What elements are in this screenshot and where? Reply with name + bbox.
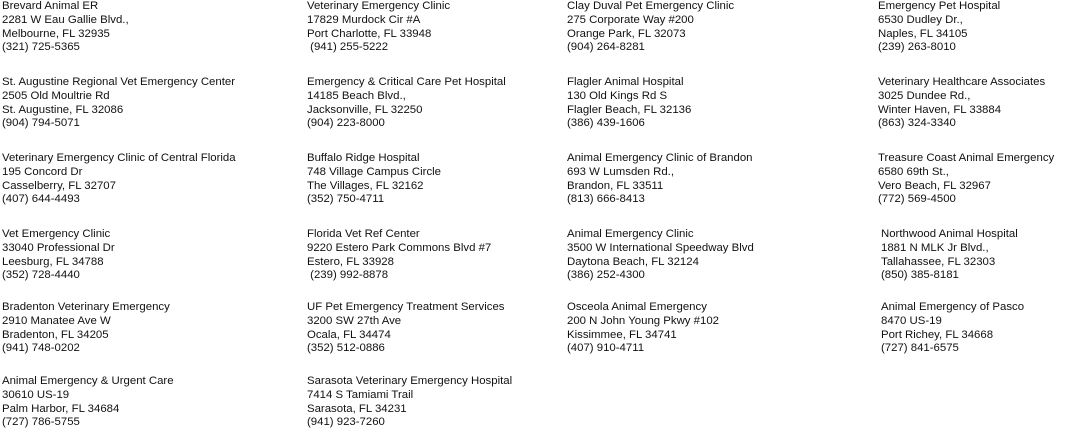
clinic-city: St. Augustine, FL 32086 [2, 103, 124, 116]
clinic-street: 3500 W International Speedway Blvd [567, 241, 754, 254]
clinic-phone: (407) 644-4493 [2, 193, 80, 206]
clinic-name: Treasure Coast Animal Emergency [878, 152, 1055, 164]
clinic-name: Flagler Animal Hospital [567, 76, 684, 88]
clinic-listing [2, 0, 129, 55]
clinic-phone: (772) 569-4500 [878, 193, 956, 206]
clinic-name: Brevard Animal ER [2, 0, 99, 12]
clinic-phone: (727) 841-6575 [881, 342, 959, 355]
clinic-city: The Villages, FL 32162 [307, 179, 424, 192]
clinic-phone: (239) 263-8010 [878, 41, 956, 54]
clinic-phone: (904) 264-8281 [567, 41, 645, 54]
clinic-phone: (941) 255-5222 [307, 41, 389, 54]
clinic-street: 6580 69th St., [878, 165, 949, 178]
clinic-name: Animal Emergency Clinic [567, 228, 694, 240]
clinic-listing [567, 228, 754, 283]
clinic-name: Animal Emergency Clinic of Brandon [567, 152, 753, 164]
clinic-street: 30610 US-19 [2, 388, 70, 401]
clinic-street: 748 Village Campus Circle [307, 165, 442, 178]
clinic-city: Brandon, FL 33511 [567, 179, 664, 192]
clinic-street: 2505 Old Moultrie Rd [2, 89, 110, 102]
clinic-phone: (239) 992-8878 [307, 269, 389, 282]
clinic-name: Animal Emergency & Urgent Care [2, 375, 174, 387]
clinic-listing [2, 228, 115, 283]
clinic-listing [2, 76, 235, 131]
clinic-name: Florida Vet Ref Center [307, 228, 420, 240]
clinic-name: UF Pet Emergency Treatment Services [307, 301, 505, 313]
clinic-phone: (941) 923-7260 [307, 416, 385, 429]
clinic-street: 130 Old Kings Rd S [567, 89, 668, 102]
clinic-listing [881, 228, 1018, 283]
clinic-name: St. Augustine Regional Vet Emergency Center [2, 76, 236, 88]
clinic-listing [2, 301, 170, 356]
clinic-street: 1881 N MLK Jr Blvd., [881, 241, 989, 254]
clinic-street: 2910 Manatee Ave W [2, 314, 111, 327]
clinic-phone: (904) 223-8000 [307, 117, 385, 130]
clinic-phone: (863) 324-3340 [878, 117, 956, 130]
clinic-phone: (352) 750-4711 [307, 193, 385, 206]
clinic-name: Sarasota Veterinary Emergency Hospital [307, 375, 513, 387]
clinic-city: Kissimmee, FL 34741 [567, 328, 677, 341]
clinic-listing [307, 301, 505, 356]
clinic-listing [307, 76, 506, 131]
clinic-city: Ocala, FL 34474 [307, 328, 391, 341]
clinic-name: Veterinary Emergency Clinic of Central Florida [2, 152, 236, 164]
clinic-listing [881, 301, 1024, 356]
clinic-listing [307, 0, 450, 55]
clinic-city: Orange Park, FL 32073 [567, 27, 686, 40]
clinic-listing [878, 0, 1000, 55]
clinic-city: Leesburg, FL 34788 [2, 255, 104, 268]
clinic-listing [307, 228, 491, 283]
clinic-street: 3025 Dundee Rd., [878, 89, 971, 102]
clinic-street: 2281 W Eau Gallie Blvd., [2, 13, 129, 26]
clinic-listing [2, 152, 236, 207]
clinic-phone: (352) 728-4440 [2, 269, 80, 282]
clinic-listing [567, 301, 719, 356]
clinic-city: Estero, FL 33928 [307, 255, 394, 268]
clinic-name: Animal Emergency of Pasco [881, 301, 1025, 313]
clinic-listing [567, 76, 691, 131]
clinic-phone: (727) 786-5755 [2, 416, 80, 429]
clinic-street: 3200 SW 27th Ave [307, 314, 402, 327]
clinic-name: Veterinary Emergency Clinic [307, 0, 451, 12]
clinic-listing [567, 152, 753, 207]
clinic-street: 693 W Lumsden Rd., [567, 165, 674, 178]
clinic-phone: (407) 910-4711 [567, 342, 645, 355]
clinic-street: 275 Corporate Way #200 [567, 13, 694, 26]
clinic-phone: (813) 666-8413 [567, 193, 645, 206]
clinic-street: 7414 S Tamiami Trail [307, 388, 414, 401]
clinic-name: Buffalo Ridge Hospital [307, 152, 420, 164]
clinic-phone: (321) 725-5365 [2, 41, 80, 54]
clinic-city: Melbourne, FL 32935 [2, 27, 110, 40]
clinic-city: Casselberry, FL 32707 [2, 179, 116, 192]
clinic-phone: (904) 794-5071 [2, 117, 80, 130]
clinic-city: Port Charlotte, FL 33948 [307, 27, 432, 40]
clinic-phone: (850) 385-8181 [881, 269, 959, 282]
clinic-street: 6530 Dudley Dr., [878, 13, 963, 26]
clinic-city: Tallahassee, FL 32303 [881, 255, 996, 268]
clinic-name: Veterinary Healthcare Associates [878, 76, 1046, 88]
clinic-street: 195 Concord Dr [2, 165, 83, 178]
clinic-city: Flagler Beach, FL 32136 [567, 103, 692, 116]
clinic-phone: (352) 512-0886 [307, 342, 385, 355]
clinic-city: Bradenton, FL 34205 [2, 328, 109, 341]
clinic-phone: (386) 439-1606 [567, 117, 645, 130]
clinic-name: Bradenton Veterinary Emergency [2, 301, 170, 313]
clinic-listing [567, 0, 734, 55]
clinic-phone: (386) 252-4300 [567, 269, 645, 282]
clinic-city: Port Richey, FL 34668 [881, 328, 994, 341]
clinic-listing [878, 152, 1054, 207]
clinic-city: Jacksonville, FL 32250 [307, 103, 423, 116]
clinic-name: Osceola Animal Emergency [567, 301, 707, 313]
clinic-name: Emergency & Critical Care Pet Hospital [307, 76, 506, 88]
clinic-street: 17829 Murdock Cir #A [307, 13, 421, 26]
clinic-city: Vero Beach, FL 32967 [878, 179, 991, 192]
clinic-name: Emergency Pet Hospital [878, 0, 1001, 12]
clinic-city: Naples, FL 34105 [878, 27, 968, 40]
clinic-listing [2, 375, 174, 430]
clinic-street: 9220 Estero Park Commons Blvd #7 [307, 241, 492, 254]
clinic-city: Sarasota, FL 34231 [307, 402, 407, 415]
clinic-city: Winter Haven, FL 33884 [878, 103, 1002, 116]
clinic-city: Palm Harbor, FL 34684 [2, 402, 120, 415]
clinic-name: Vet Emergency Clinic [2, 228, 111, 240]
clinic-street: 14185 Beach Blvd., [307, 89, 406, 102]
clinic-listing [307, 152, 441, 207]
clinic-phone: (941) 748-0202 [2, 342, 80, 355]
clinic-listing [878, 76, 1045, 131]
clinic-street: 33040 Professional Dr [2, 241, 115, 254]
clinic-name: Northwood Animal Hospital [881, 228, 1018, 240]
clinic-name: Clay Duval Pet Emergency Clinic [567, 0, 735, 12]
clinic-street: 8470 US-19 [881, 314, 942, 327]
clinic-city: Daytona Beach, FL 32124 [567, 255, 699, 268]
clinic-street: 200 N John Young Pkwy #102 [567, 314, 719, 327]
clinic-listing [307, 375, 512, 430]
